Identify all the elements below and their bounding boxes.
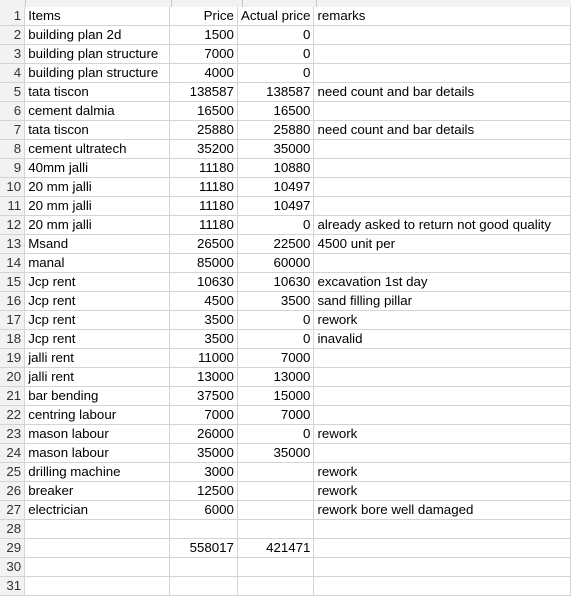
table-row bbox=[0, 349, 571, 368]
row-number-header[interactable]: 17 bbox=[0, 311, 25, 330]
cell-remarks[interactable]: rework bbox=[314, 463, 571, 482]
row-number-header[interactable]: 15 bbox=[0, 273, 25, 292]
table-row bbox=[0, 121, 571, 140]
cell-remarks[interactable]: excavation 1st day bbox=[314, 273, 571, 292]
table-row bbox=[0, 444, 571, 463]
cell-actual-price[interactable]: 7000 bbox=[237, 406, 313, 425]
row-number-header[interactable]: 12 bbox=[0, 216, 25, 235]
cell-price[interactable]: 4500 bbox=[169, 292, 237, 311]
cell-price[interactable]: 11180 bbox=[169, 197, 237, 216]
row-number-header[interactable]: 9 bbox=[0, 159, 25, 178]
cell-item[interactable]: electrician bbox=[25, 501, 169, 520]
cell-price[interactable]: 37500 bbox=[169, 387, 237, 406]
cell-price[interactable]: 26500 bbox=[169, 235, 237, 254]
cell-remarks[interactable]: rework bbox=[314, 311, 571, 330]
cell-price[interactable]: 85000 bbox=[169, 254, 237, 273]
row-number-header[interactable]: 24 bbox=[0, 444, 25, 463]
cell-remarks[interactable]: rework bore well damaged bbox=[314, 501, 571, 520]
cell-remarks[interactable]: remarks bbox=[314, 7, 571, 26]
table-row bbox=[0, 26, 571, 45]
row-number-header[interactable]: 5 bbox=[0, 83, 25, 102]
cell-remarks[interactable] bbox=[314, 406, 571, 425]
row-number-header[interactable]: 22 bbox=[0, 406, 25, 425]
cell-item[interactable] bbox=[25, 558, 169, 577]
table-row bbox=[0, 254, 571, 273]
cell-price[interactable]: 3500 bbox=[169, 311, 237, 330]
cell-price[interactable]: 6000 bbox=[169, 501, 237, 520]
row-number-header[interactable]: 28 bbox=[0, 520, 25, 539]
cell-remarks[interactable] bbox=[314, 368, 571, 387]
cell-item[interactable]: 40mm jalli bbox=[25, 159, 169, 178]
table-row bbox=[0, 178, 571, 197]
table-row bbox=[0, 501, 571, 520]
column-header-a[interactable] bbox=[26, 0, 172, 7]
table-row bbox=[0, 197, 571, 216]
cell-remarks[interactable] bbox=[314, 539, 571, 558]
cell-actual-price[interactable]: 0 bbox=[237, 64, 313, 83]
table-row bbox=[0, 368, 571, 387]
cell-actual-price[interactable] bbox=[237, 463, 313, 482]
table-row bbox=[0, 216, 571, 235]
table-row bbox=[0, 482, 571, 501]
cell-item[interactable]: drilling machine bbox=[25, 463, 169, 482]
cell-actual-price[interactable]: 22500 bbox=[237, 235, 313, 254]
row-number-header[interactable]: 16 bbox=[0, 292, 25, 311]
row-number-header[interactable]: 31 bbox=[0, 577, 25, 596]
cell-remarks[interactable] bbox=[314, 577, 571, 596]
cell-remarks[interactable] bbox=[314, 159, 571, 178]
cell-item[interactable]: cement dalmia bbox=[25, 102, 169, 121]
row-number-header[interactable]: 27 bbox=[0, 501, 25, 520]
table-row bbox=[0, 539, 571, 558]
cell-grid bbox=[0, 7, 571, 596]
cell-price[interactable]: 3000 bbox=[169, 463, 237, 482]
table-row bbox=[0, 520, 571, 539]
cell-remarks[interactable] bbox=[314, 444, 571, 463]
cell-remarks[interactable] bbox=[314, 558, 571, 577]
cell-price[interactable]: 35000 bbox=[169, 444, 237, 463]
cell-actual-price[interactable] bbox=[237, 577, 313, 596]
cell-item[interactable] bbox=[25, 577, 169, 596]
row-number-header[interactable]: 21 bbox=[0, 387, 25, 406]
table-row bbox=[0, 45, 571, 64]
cell-item[interactable]: building plan 2d bbox=[25, 26, 169, 45]
row-number-header[interactable]: 4 bbox=[0, 64, 25, 83]
cell-actual-price[interactable]: 7000 bbox=[237, 349, 313, 368]
cell-price[interactable]: 1500 bbox=[169, 26, 237, 45]
cell-actual-price[interactable]: 10630 bbox=[237, 273, 313, 292]
cell-item[interactable]: centring labour bbox=[25, 406, 169, 425]
cell-remarks[interactable] bbox=[314, 140, 571, 159]
row-number-header[interactable]: 6 bbox=[0, 102, 25, 121]
cell-price[interactable]: 26000 bbox=[169, 425, 237, 444]
table-row bbox=[0, 64, 571, 83]
cell-actual-price[interactable]: 10497 bbox=[237, 197, 313, 216]
cell-price[interactable]: 10630 bbox=[169, 273, 237, 292]
cell-price[interactable]: 12500 bbox=[169, 482, 237, 501]
cell-item[interactable]: 20 mm jalli bbox=[25, 178, 169, 197]
cell-price[interactable]: 11180 bbox=[169, 159, 237, 178]
cell-price[interactable] bbox=[169, 577, 237, 596]
cell-actual-price[interactable]: 3500 bbox=[237, 292, 313, 311]
cell-actual-price[interactable]: 35000 bbox=[237, 444, 313, 463]
row-number-header[interactable]: 19 bbox=[0, 349, 25, 368]
table-row bbox=[0, 387, 571, 406]
row-number-header[interactable]: 23 bbox=[0, 425, 25, 444]
table-row bbox=[0, 577, 571, 596]
cell-item[interactable]: mason labour bbox=[25, 444, 169, 463]
cell-remarks[interactable]: need count and bar details bbox=[314, 121, 571, 140]
cell-actual-price[interactable]: 35000 bbox=[237, 140, 313, 159]
table-row bbox=[0, 102, 571, 121]
table-row bbox=[0, 292, 571, 311]
cell-price[interactable]: 138587 bbox=[169, 83, 237, 102]
cell-item[interactable]: breaker bbox=[25, 482, 169, 501]
table-row bbox=[0, 273, 571, 292]
cell-price[interactable]: 3500 bbox=[169, 330, 237, 349]
row-number-header[interactable]: 11 bbox=[0, 197, 25, 216]
cell-actual-price[interactable]: 10880 bbox=[237, 159, 313, 178]
cell-item[interactable]: 20 mm jalli bbox=[25, 197, 169, 216]
cell-item[interactable]: jalli rent bbox=[25, 368, 169, 387]
table-row bbox=[0, 311, 571, 330]
cell-remarks[interactable] bbox=[314, 197, 571, 216]
cell-price[interactable]: 25880 bbox=[169, 121, 237, 140]
cell-item[interactable] bbox=[25, 539, 169, 558]
row-number-header[interactable]: 14 bbox=[0, 254, 25, 273]
cell-actual-price[interactable]: 0 bbox=[237, 216, 313, 235]
row-number-header[interactable]: 10 bbox=[0, 178, 25, 197]
table-row bbox=[0, 330, 571, 349]
cell-actual-price[interactable]: 25880 bbox=[237, 121, 313, 140]
table-row bbox=[0, 83, 571, 102]
cell-actual-price[interactable] bbox=[237, 501, 313, 520]
cell-item[interactable]: Items bbox=[25, 7, 169, 26]
cell-price[interactable] bbox=[169, 520, 237, 539]
table-row bbox=[0, 463, 571, 482]
cell-item[interactable]: building plan structure bbox=[25, 45, 169, 64]
row-number-header[interactable]: 7 bbox=[0, 121, 25, 140]
row-number-header[interactable]: 25 bbox=[0, 463, 25, 482]
cell-actual-price[interactable]: 0 bbox=[237, 425, 313, 444]
cell-price[interactable]: 11000 bbox=[169, 349, 237, 368]
cell-actual-price[interactable]: 138587 bbox=[237, 83, 313, 102]
row-number-header[interactable]: 1 bbox=[0, 7, 25, 26]
table-row bbox=[0, 159, 571, 178]
cell-item[interactable]: tata tiscon bbox=[25, 121, 169, 140]
cell-price[interactable]: 558017 bbox=[169, 539, 237, 558]
cell-remarks[interactable] bbox=[314, 178, 571, 197]
cell-item[interactable]: Jcp rent bbox=[25, 330, 169, 349]
table-row bbox=[0, 406, 571, 425]
row-number-header[interactable]: 20 bbox=[0, 368, 25, 387]
cell-price[interactable]: 4000 bbox=[169, 64, 237, 83]
cell-item[interactable] bbox=[25, 520, 169, 539]
cell-item[interactable]: building plan structure bbox=[25, 64, 169, 83]
cell-item[interactable]: 20 mm jalli bbox=[25, 216, 169, 235]
cell-actual-price[interactable]: 0 bbox=[237, 311, 313, 330]
cell-actual-price[interactable]: 421471 bbox=[237, 539, 313, 558]
cell-item[interactable]: Jcp rent bbox=[25, 273, 169, 292]
table-row bbox=[0, 558, 571, 577]
cell-price[interactable]: 16500 bbox=[169, 102, 237, 121]
cell-item[interactable]: cement ultratech bbox=[25, 140, 169, 159]
cell-price[interactable] bbox=[169, 558, 237, 577]
row-number-header[interactable]: 13 bbox=[0, 235, 25, 254]
cell-item[interactable]: bar bending bbox=[25, 387, 169, 406]
cell-price[interactable]: Price bbox=[169, 7, 237, 26]
cell-actual-price[interactable]: 0 bbox=[237, 26, 313, 45]
cell-actual-price[interactable]: 13000 bbox=[237, 368, 313, 387]
cell-remarks[interactable] bbox=[314, 349, 571, 368]
column-header-d[interactable] bbox=[317, 0, 571, 7]
table-row bbox=[0, 7, 571, 26]
column-header-b[interactable] bbox=[172, 0, 243, 7]
cell-actual-price[interactable] bbox=[237, 558, 313, 577]
row-number-header[interactable]: 26 bbox=[0, 482, 25, 501]
cell-item[interactable]: mason labour bbox=[25, 425, 169, 444]
cell-actual-price[interactable]: 15000 bbox=[237, 387, 313, 406]
cell-remarks[interactable] bbox=[314, 387, 571, 406]
row-number-header[interactable]: 3 bbox=[0, 45, 25, 64]
row-number-header[interactable]: 29 bbox=[0, 539, 25, 558]
cell-price[interactable]: 7000 bbox=[169, 406, 237, 425]
row-number-header[interactable]: 8 bbox=[0, 140, 25, 159]
corner-header[interactable] bbox=[0, 0, 26, 7]
cell-remarks[interactable] bbox=[314, 102, 571, 121]
table-row bbox=[0, 425, 571, 444]
cell-actual-price[interactable] bbox=[237, 520, 313, 539]
cell-remarks[interactable]: rework bbox=[314, 425, 571, 444]
cell-price[interactable]: 7000 bbox=[169, 45, 237, 64]
cell-remarks[interactable] bbox=[314, 26, 571, 45]
cell-remarks[interactable] bbox=[314, 520, 571, 539]
cell-remarks[interactable]: already asked to return not good quality bbox=[314, 216, 571, 235]
cell-actual-price[interactable]: 16500 bbox=[237, 102, 313, 121]
cell-remarks[interactable] bbox=[314, 64, 571, 83]
cell-item[interactable]: tata tiscon bbox=[25, 83, 169, 102]
cell-price[interactable]: 35200 bbox=[169, 140, 237, 159]
cell-price[interactable]: 11180 bbox=[169, 178, 237, 197]
cell-price[interactable]: 11180 bbox=[169, 216, 237, 235]
cell-item[interactable]: Jcp rent bbox=[25, 311, 169, 330]
cell-actual-price[interactable]: 60000 bbox=[237, 254, 313, 273]
row-number-header[interactable]: 2 bbox=[0, 26, 25, 45]
cell-actual-price[interactable]: 0 bbox=[237, 45, 313, 64]
cell-remarks[interactable] bbox=[314, 254, 571, 273]
row-number-header[interactable]: 18 bbox=[0, 330, 25, 349]
row-number-header[interactable]: 30 bbox=[0, 558, 25, 577]
cell-item[interactable]: jalli rent bbox=[25, 349, 169, 368]
cell-remarks[interactable]: need count and bar details bbox=[314, 83, 571, 102]
column-header-strip bbox=[0, 0, 571, 7]
table-row bbox=[0, 140, 571, 159]
cell-actual-price[interactable] bbox=[237, 482, 313, 501]
cell-remarks[interactable] bbox=[314, 45, 571, 64]
cell-remarks[interactable]: rework bbox=[314, 482, 571, 501]
column-header-c[interactable] bbox=[243, 0, 317, 7]
cell-actual-price[interactable]: Actual price bbox=[237, 7, 313, 26]
cell-item[interactable]: manal bbox=[25, 254, 169, 273]
cell-remarks[interactable]: sand filling pillar bbox=[314, 292, 571, 311]
cell-item[interactable]: Msand bbox=[25, 235, 169, 254]
cell-actual-price[interactable]: 10497 bbox=[237, 178, 313, 197]
cell-remarks[interactable]: inavalid bbox=[314, 330, 571, 349]
cell-price[interactable]: 13000 bbox=[169, 368, 237, 387]
cell-actual-price[interactable]: 0 bbox=[237, 330, 313, 349]
cell-item[interactable]: Jcp rent bbox=[25, 292, 169, 311]
table-row bbox=[0, 235, 571, 254]
cell-remarks[interactable]: 4500 unit per bbox=[314, 235, 571, 254]
